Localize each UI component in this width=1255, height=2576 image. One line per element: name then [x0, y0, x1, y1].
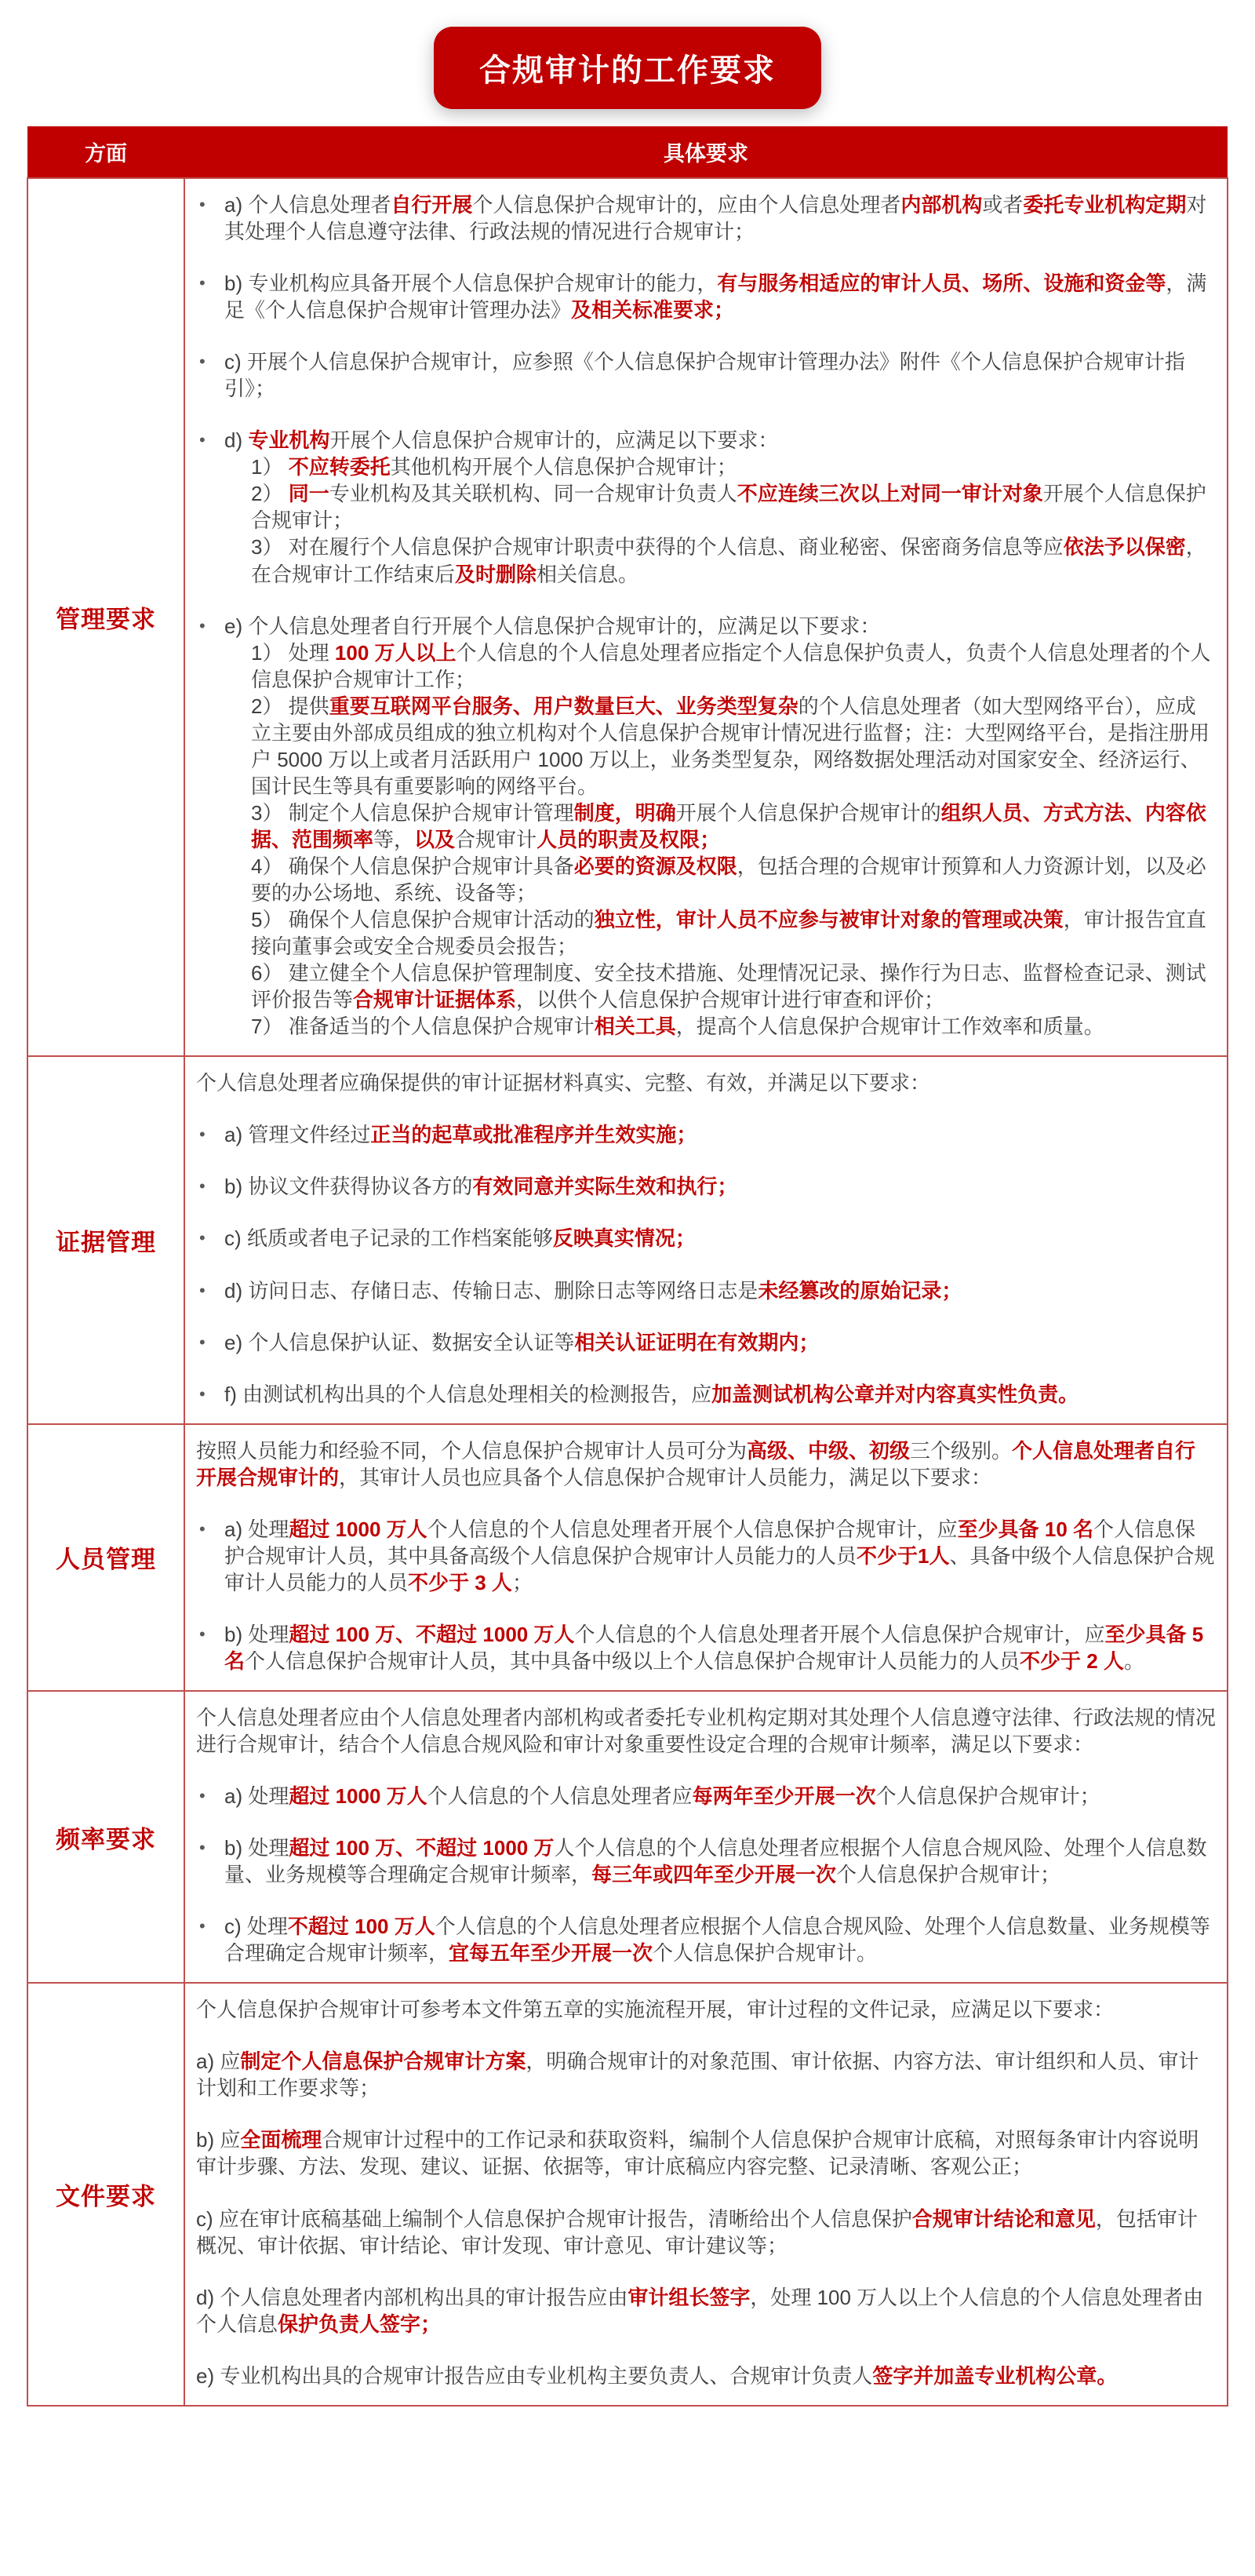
row-aspect-label: 管理要求 [27, 178, 184, 1056]
highlighted-text: 重要互联网平台服务、用户数量巨大、业务类型复杂 [329, 694, 798, 718]
plain-text: 三个级别。 [910, 1438, 1013, 1463]
plain-text: ，以供个人信息保护合规审计进行审查和评价； [516, 988, 945, 1012]
plain-text: d) [224, 428, 249, 453]
title-area [27, 27, 1228, 109]
highlighted-text: 反映真实情况； [552, 1226, 696, 1251]
item-text [224, 1277, 1216, 1304]
plain-text: a) 个人信息处理者 [224, 193, 391, 217]
sub-item [251, 853, 1216, 906]
row-aspect-label: 证据管理 [27, 1056, 184, 1423]
bullet-item [196, 1173, 1216, 1200]
highlighted-text: 必要的资源及权限 [573, 854, 737, 878]
plain-text: 个人信息保护合规审计的，应由个人信息处理者 [472, 193, 901, 217]
item-text [251, 639, 1216, 693]
table-row [27, 178, 1228, 1056]
highlighted-text: 合规审计结论和意见 [911, 2206, 1096, 2231]
highlighted-text: 以及 [414, 827, 456, 851]
header-requirement: 具体要求 [184, 126, 1228, 178]
item-text [224, 348, 1216, 402]
highlighted-text: 宜每五年至少开展一次 [449, 1941, 653, 1966]
sub-item [251, 534, 1216, 587]
row-requirements [184, 1983, 1228, 2405]
bullet-item [196, 1516, 1216, 1596]
sub-item [251, 480, 1216, 534]
item-text [251, 853, 1216, 906]
bullet-icon: • [199, 1383, 206, 1404]
highlighted-text: 相关认证证明在有效期内； [574, 1330, 820, 1354]
plain-text: 对其处理个人信息遵守法律、行政法规的情况进行合规审计； [224, 193, 1207, 244]
table-row [27, 1691, 1228, 1983]
bullet-item [196, 427, 1216, 454]
table-header [27, 126, 1228, 178]
plain-text: 人个人信息的个人信息处理者应根据个人信息合规风险、处理个人信息数量、业务规模等合理确定合规审计频率， [224, 1836, 1207, 1887]
item-text [224, 1913, 1216, 1966]
plain-text: 合规审计 [455, 827, 537, 851]
item-text [196, 2126, 1216, 2180]
highlighted-text: 每两年至少开展一次 [692, 1784, 876, 1809]
paragraph [196, 2284, 1216, 2337]
highlighted-text: 不超过 100 万人 [287, 1915, 435, 1939]
highlighted-text: 相关工具 [594, 1015, 676, 1039]
row-aspect-label: 文件要求 [27, 1983, 184, 2405]
plain-text: 4） 确保个人信息保护合规审计具备 [251, 854, 574, 878]
sub-item [251, 1013, 1216, 1040]
highlighted-text: 至少具备 10 名 [957, 1517, 1094, 1541]
highlighted-text: 高级、中级、初级 [747, 1438, 911, 1463]
plain-text: ； [511, 1570, 533, 1594]
plain-text: 3） 制定个人信息保护合规审计管理 [251, 800, 574, 825]
plain-text: ，其审计人员也应具备个人信息保护合规审计人员能力，满足以下要求： [339, 1465, 992, 1489]
plain-text: b) 处理 [224, 1836, 289, 1860]
highlighted-text: 不少于 2 人 [1020, 1649, 1124, 1673]
plain-text: a) 管理文件经过 [224, 1123, 371, 1147]
bullet-item [196, 1277, 1216, 1304]
highlighted-text: 同一 [288, 482, 329, 506]
highlighted-text: 不少于1人 [857, 1543, 950, 1568]
bullet-item [196, 1913, 1216, 1966]
plain-text: 、具备中级个人信息保护合规审计人员能力的人员 [224, 1543, 1215, 1594]
highlighted-text: 超过 100 万、不超过 1000 万人 [289, 1622, 575, 1646]
bullet-icon: • [199, 1623, 206, 1644]
bullet-item [196, 1225, 1216, 1252]
highlighted-text: 正当的起草或批准程序并生效实施； [370, 1123, 697, 1147]
header-row [27, 126, 1228, 178]
plain-text: b) 专业机构应具备开展个人信息保护合规审计的能力， [224, 271, 718, 296]
highlighted-text: 加盖测试机构公章并对内容真实性负责。 [711, 1382, 1079, 1406]
highlighted-text: 制度，明确 [573, 800, 676, 825]
plain-text: d) 个人信息处理者内部机构出具的审计报告应由 [196, 2285, 628, 2309]
plain-text: c) 开展个人信息保护合规审计，应参照《个人信息保护合规审计管理办法》附件《个人信息保护合规审计指引》； [224, 350, 1185, 401]
item-text [251, 906, 1216, 960]
paragraph [196, 2206, 1216, 2259]
bullet-icon: • [199, 1124, 206, 1145]
highlighted-text: 100 万人以上 [334, 640, 457, 665]
row-requirements [184, 1424, 1228, 1691]
highlighted-text: 签字并加盖专业机构公章。 [872, 2363, 1118, 2388]
plain-text: c) 处理 [224, 1915, 288, 1939]
sub-item [251, 800, 1216, 853]
item-text [224, 1173, 1216, 1200]
bullet-icon: • [199, 430, 206, 450]
item-text [224, 191, 1216, 245]
highlighted-text: 有与服务相适应的审计人员、场所、设施和资金等 [717, 271, 1166, 296]
sub-item [251, 906, 1216, 960]
plain-text: ，提高个人信息保护合规审计工作效率和质量。 [675, 1015, 1104, 1039]
plain-text: 个人信息保护合规审计。 [653, 1941, 878, 1966]
plain-text: e) 个人信息保护认证、数据安全认证等 [224, 1330, 575, 1354]
item-text [251, 1013, 1216, 1040]
bullet-icon: • [199, 1838, 206, 1858]
item-text [224, 1783, 1216, 1809]
plain-text: 开展个人信息保护合规审计； [251, 482, 1206, 533]
highlighted-text: 独立性，审计人员不应参与被审计对象的管理或决策 [594, 908, 1064, 932]
highlighted-text: 审计组长签字 [628, 2285, 751, 2309]
plain-text: 专业机构及其关联机构、同一合规审计负责人 [329, 482, 737, 506]
highlighted-text: 超过 100 万、不超过 1000 万 [289, 1836, 555, 1860]
sub-item [251, 960, 1216, 1013]
highlighted-text: 不应连续三次以上对同一审计对象 [737, 482, 1043, 506]
plain-text: c) 纸质或者电子记录的工作档案能够 [224, 1226, 553, 1251]
plain-text: 个人信息处理者应由个人信息处理者内部机构或者委托专业机构定期对其处理个人信息遵守法律、行政法规的情况进行合规审计，结合个人信息合规风险和审计对象重要性设定合理的合规审计频率，满足以下要求： [196, 1705, 1217, 1757]
plain-text: b) 协议文件获得协议各方的 [224, 1175, 473, 1199]
item-text [196, 1996, 1216, 2023]
plain-text: 7） 准备适当的个人信息保护合规审计 [251, 1015, 595, 1039]
highlighted-text: 委托专业机构定期 [1023, 193, 1187, 217]
item-text [251, 534, 1216, 587]
plain-text: e) 专业机构出具的合规审计报告应由专业机构主要负责人、合规审计负责人 [196, 2363, 873, 2388]
sub-item [251, 454, 1216, 480]
bullet-item [196, 1835, 1216, 1888]
plain-text: ，满足《个人信息保护合规审计管理办法》 [224, 271, 1207, 322]
table-row [27, 1056, 1228, 1423]
paragraph [196, 2126, 1216, 2180]
plain-text: ，处理 100 万人以上个人信息的个人信息处理者由个人信息 [196, 2285, 1204, 2336]
highlighted-text: 制定个人信息保护合规审计方案 [240, 2050, 526, 2074]
plain-text: 开展个人信息保护合规审计的，应满足以下要求： [329, 428, 779, 453]
table-row [27, 1424, 1228, 1691]
highlighted-text: 专业机构 [248, 428, 330, 453]
highlighted-text: 每三年或四年至少开展一次 [591, 1863, 837, 1887]
plain-text: ，明确合规审计的对象范围、审计依据、内容方法、审计组织和人员、审计计划和工作要求等； [196, 2050, 1199, 2101]
item-text [251, 960, 1216, 1013]
row-requirements [184, 178, 1228, 1056]
item-text [251, 800, 1216, 853]
requirements-table [27, 126, 1228, 2407]
table-body [27, 178, 1228, 2406]
item-text [196, 2206, 1216, 2259]
plain-text: ，包括审计概况、审计依据、审计结论、审计发现、审计意见、审计建议等； [196, 2206, 1198, 2257]
paragraph [196, 1069, 1216, 1096]
plain-text: 个人信息的个人信息处理者应 [427, 1784, 693, 1809]
bullet-item [196, 1783, 1216, 1809]
bullet-icon: • [199, 1228, 206, 1248]
highlighted-text: 内部机构 [900, 193, 983, 217]
item-text [196, 1069, 1216, 1096]
paragraph [196, 2048, 1216, 2101]
item-text [196, 1437, 1216, 1491]
item-text [224, 1121, 1216, 1148]
highlighted-text: 人员的职责及权限； [537, 827, 721, 851]
table-row [27, 1983, 1228, 2405]
plain-text: a) 处理 [224, 1784, 289, 1809]
row-aspect-label: 频率要求 [27, 1691, 184, 1983]
plain-text: a) 应 [196, 2050, 241, 2074]
plain-text: 开展个人信息保护合规审计的 [675, 800, 941, 825]
page-title: 合规审计的工作要求 [434, 27, 821, 109]
plain-text: b) 应 [196, 2128, 241, 2152]
plain-text: 个人信息保护合规审计可参考本文件第五章的实施流程开展，审计过程的文件记录，应满足以下要求： [196, 1998, 1115, 2022]
plain-text: 的个人信息处理者（如大型网络平台），应成立主要由外部成员组成的独立机构对个人信息保护合规审计情况进行监督；注：大型网络平台，是指注册用户 5000 万以上或者月活跃用户 1000 万以上，业务类型复杂，网络数据处理活动对国家安全、经济运行、国计民生等具有重要影响的网络平台。 [251, 694, 1210, 798]
highlighted-text: 未经篡改的原始记录； [758, 1278, 962, 1303]
item-text [196, 2284, 1216, 2337]
item-text [224, 1621, 1216, 1674]
highlighted-text: 保护负责人签字； [278, 2312, 442, 2336]
plain-text: 按照人员能力和经验不同，个人信息保护合规审计人员可分为 [196, 1438, 748, 1463]
plain-text: 个人信息的个人信息处理者应指定个人信息保护负责人，负责个人信息处理者的个人信息保护合规审计工作； [251, 640, 1211, 691]
highlighted-text: 依法予以保密 [1063, 535, 1186, 559]
bullet-icon: • [199, 1786, 206, 1806]
bullet-icon: • [199, 1332, 206, 1352]
item-text [196, 1704, 1216, 1758]
row-aspect-label: 人员管理 [27, 1424, 184, 1691]
plain-text: 个人信息保护合规审计； [875, 1784, 1100, 1809]
highlighted-text: 全面梳理 [240, 2128, 322, 2152]
paragraph [196, 1996, 1216, 2023]
plain-text: 6） 建立健全个人信息保护管理制度、安全技术措施、处理情况记录、操作行为日志、监督检查记录、测试评价报告等 [251, 961, 1206, 1012]
plain-text: d) 访问日志、存储日志、传输日志、删除日志等网络日志是 [224, 1278, 758, 1303]
bullet-item [196, 348, 1216, 402]
plain-text: 相关信息。 [537, 562, 639, 586]
item-text [224, 427, 1216, 454]
bullet-icon: • [199, 1280, 206, 1300]
plain-text: 个人信息的个人信息处理者开展个人信息保护合规审计，应 [427, 1517, 958, 1541]
highlighted-text: 超过 1000 万人 [289, 1784, 427, 1809]
bullet-item [196, 1621, 1216, 1674]
plain-text: 等， [373, 827, 415, 851]
highlighted-text: 不应转委托 [288, 455, 391, 479]
plain-text: c) 应在审计底稿基础上编制个人信息保护合规审计报告，清晰给出个人信息保护 [196, 2206, 912, 2231]
item-text [224, 270, 1216, 323]
paragraph [196, 1704, 1216, 1758]
highlighted-text: 自行开展 [391, 193, 473, 217]
highlighted-text: 不少于 3 人 [408, 1570, 512, 1594]
plain-text: 个人信息的个人信息处理者开展个人信息保护合规审计，应 [574, 1622, 1105, 1646]
plain-text: ，审计报告宜直接向董事会或安全合规委员会报告； [251, 908, 1206, 959]
bullet-item [196, 1329, 1216, 1356]
bullet-item [196, 1121, 1216, 1148]
item-text [251, 454, 1216, 480]
highlighted-text: 及相关标准要求； [571, 298, 735, 322]
plain-text: 。 [1123, 1649, 1144, 1673]
sub-item [251, 639, 1216, 693]
bullet-item [196, 613, 1216, 639]
bullet-icon: • [199, 615, 206, 636]
plain-text: a) 处理 [224, 1517, 289, 1541]
item-text [224, 613, 1216, 639]
highlighted-text: 合规审计证据体系 [353, 988, 517, 1012]
highlighted-text: 及时删除 [455, 562, 537, 586]
sub-item [251, 693, 1216, 800]
highlighted-text: 超过 1000 万人 [289, 1517, 427, 1541]
plain-text: f) 由测试机构出具的个人信息处理相关的检测报告，应 [224, 1382, 712, 1406]
plain-text: 2） 提供 [251, 694, 329, 718]
bullet-item [196, 191, 1216, 245]
item-text [196, 2363, 1216, 2389]
item-text [224, 1329, 1216, 1356]
plain-text: 合规审计过程中的工作记录和获取资料，编制个人信息保护合规审计底稿，对照每条审计内容说明审计步骤、方法、发现、建议、证据、依据等，审计底稿应内容完整、记录清晰、客观公正； [196, 2128, 1199, 2179]
highlighted-text: 个人信息处理者自行开展合规审计的 [196, 1438, 1196, 1489]
plain-text: 1） [251, 455, 289, 479]
plain-text: 个人信息处理者应确保提供的审计证据材料真实、完整、有效，并满足以下要求： [196, 1071, 931, 1095]
bullet-icon: • [199, 1916, 206, 1937]
plain-text: b) 处理 [224, 1622, 289, 1646]
plain-text: ，包括合理的合规审计预算和人力资源计划，以及必要的办公场地、系统、设备等； [251, 854, 1206, 905]
row-requirements [184, 1691, 1228, 1983]
plain-text: 1） 处理 [251, 640, 335, 665]
plain-text: 2） [251, 482, 289, 506]
highlighted-text: 有效同意并实际生效和执行； [472, 1175, 738, 1199]
plain-text: e) 个人信息处理者自行开展个人信息保护合规审计的，应满足以下要求： [224, 614, 881, 638]
bullet-icon: • [199, 273, 206, 293]
plain-text: 个人信息保护合规审计人员，其中具备高级个人信息保护合规审计人员能力的人员 [224, 1517, 1196, 1568]
item-text [224, 1381, 1216, 1408]
plain-text: 或者 [982, 193, 1024, 217]
item-text [224, 1835, 1216, 1888]
highlighted-text: 组织人员、方式方法、内容依据、范围频率 [251, 800, 1206, 851]
plain-text: 其他机构开展个人信息保护合规审计； [390, 455, 737, 479]
plain-text: 个人信息保护合规审计； [836, 1863, 1061, 1887]
plain-text: 个人信息保护合规审计人员，其中具备中级以上个人信息保护合规审计人员能力的人员 [245, 1649, 1020, 1673]
paragraph [196, 1437, 1216, 1491]
plain-text: 5） 确保个人信息保护合规审计活动的 [251, 908, 595, 932]
plain-text: 个人信息的个人信息处理者应根据个人信息合规风险、处理个人信息数量、业务规模等合理确定合规审计频率， [224, 1915, 1210, 1966]
bullet-icon: • [199, 352, 206, 372]
plain-text: 3） 对在履行个人信息保护合规审计职责中获得的个人信息、商业秘密、保密商务信息等应 [251, 535, 1064, 559]
plain-text: ，在合规审计工作结束后 [251, 535, 1206, 586]
header-aspect: 方面 [27, 126, 184, 178]
bullet-item [196, 1381, 1216, 1408]
item-text [196, 2048, 1216, 2101]
row-requirements [184, 1056, 1228, 1423]
bullet-icon: • [199, 195, 206, 214]
item-text [224, 1225, 1216, 1252]
item-text [224, 1516, 1216, 1596]
bullet-icon: • [199, 1176, 206, 1197]
item-text [251, 480, 1216, 534]
item-text [251, 693, 1216, 800]
highlighted-text: 至少具备 5 名 [224, 1622, 1204, 1673]
paragraph [196, 2363, 1216, 2389]
bullet-icon: • [199, 1518, 206, 1539]
bullet-item [196, 270, 1216, 323]
